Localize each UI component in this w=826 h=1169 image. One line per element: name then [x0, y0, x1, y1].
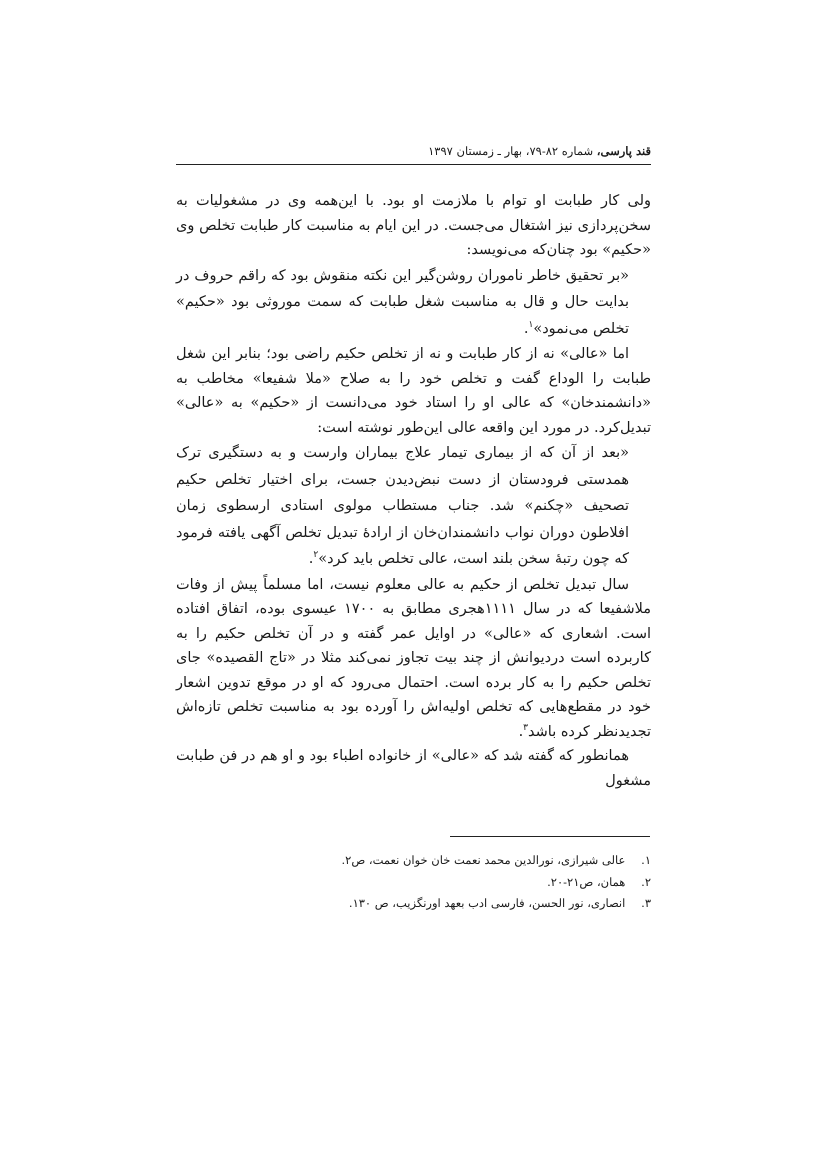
header-divider	[176, 164, 651, 165]
paragraph-3	[176, 573, 651, 745]
paragraph-4: همانطور که گفته شد که «عالی» از خانواده اطباء بود و او هم در فن طبابت مشغول	[176, 748, 651, 789]
footnote-number: ۱.	[641, 853, 651, 867]
paragraph-3-end: .	[518, 723, 524, 740]
running-head	[176, 142, 651, 160]
issue-info: شماره ۸۲-۷۹، بهار ـ زمستان ۱۳۹۷	[428, 144, 597, 158]
quote-2-end: .	[308, 551, 314, 567]
footnote-number: ۲.	[641, 874, 651, 889]
paragraph-2: اما «عالی» نه از کار طبابت و نه از تخلص حکیم راضی بود؛ بنابر این شغل طبابت را الوداع گفت و تخلص خود را به صلاح «ملا شفیعا» مخاطب به «دانشمندخان» که عالی او را استاد خود می‌دانست از «حکیم» به «عالی» تبدیل‌کرد. در مورد این واقعه عالی این‌طور نوشته است:	[176, 346, 651, 436]
footnote-2	[176, 872, 651, 894]
footnote-text: همان، ص۲۱-۲۰.	[547, 874, 626, 889]
footnote-divider	[450, 836, 650, 837]
footnote-3	[176, 893, 651, 915]
footnote-ref-2[interactable]: ۲	[313, 550, 319, 561]
footnote-ref-3[interactable]: ۳	[523, 722, 529, 733]
quote-2-text: «بعد از آن که از بیماری تیمار علاج بیماران وارست و به دستگیری ترک همدستی فرودستان از دست نبض‌دیدن جست، برای اختیار تخلص حکیم تصحیف «چکنم» شد. جناب مستطاب مولوی استادی ارسطوی زمان افلاطون دوران نواب دانشمندان‌خان از ارادهٔ تبدیل تخلص آگهی یافته فرمود که چون رتبهٔ سخن بلند است، عالی تخلص باید کرد»	[176, 445, 629, 567]
journal-title: قند پارسی،	[596, 144, 651, 158]
main-text	[176, 189, 651, 793]
paragraph-1: ولی کار طبابت او توام با ملازمت او بود. با این‌همه وی در مشغولیات به سخن‌پردازی نیز اشتغال می‌جست. در این ایام به مناسبت کار طبابت تخلص وی «حکیم» بود چنان‌که می‌نویسد:	[176, 193, 651, 258]
footnotes	[176, 850, 651, 915]
quote-1-text: «بر تحقیق خاطر ناموران روشن‌گیر این نکته منقوش بود که راقم حروف در بدایت حال و قال به مناسبت شغل طبابت که سمت موروثی بود «حکیم» تخلص می‌نمود»	[176, 267, 629, 337]
footnote-text: عالی شیرازی، نورالدین محمد نعمت خان خوان نعمت، ص۲.	[341, 853, 626, 867]
footnote-ref-1[interactable]: ۱	[528, 319, 534, 330]
quote-1	[176, 263, 629, 343]
quote-2	[176, 440, 629, 573]
paragraph-3-text: سال تبدیل تخلص از حکیم به عالی معلوم نیست، اما مسلماً پیش از وفات ملاشفیعا که در سال ۱۱۱۱هجری مطابق به ۱۷۰۰ عیسوی بوده، اتفاق افتاده است. اشعاری که «عالی» در اوایل عمر گفته و در آن تخلص حکیم را به کاربرده است دردیوانش از چند بیت تجاوز نمی‌کند مثلا در «تاج القصیده» جای تخلص حکیم را به کار برده است. احتمال می‌رود که او در موقع تدوین اشعار خود در مقطع‌هایی که تخلص اولیه‌اش را آورده بود به مناسبت تخلص تازه‌اش تجدیدنظر کرده باشد	[176, 576, 652, 740]
footnote-1	[176, 850, 651, 872]
footnote-number: ۳.	[641, 896, 651, 910]
footnote-text: انصاری، نور الحسن، فارسی ادب بعهد اورنگزیب، ص ۱۳۰.	[348, 896, 626, 910]
quote-1-end: .	[523, 320, 529, 337]
